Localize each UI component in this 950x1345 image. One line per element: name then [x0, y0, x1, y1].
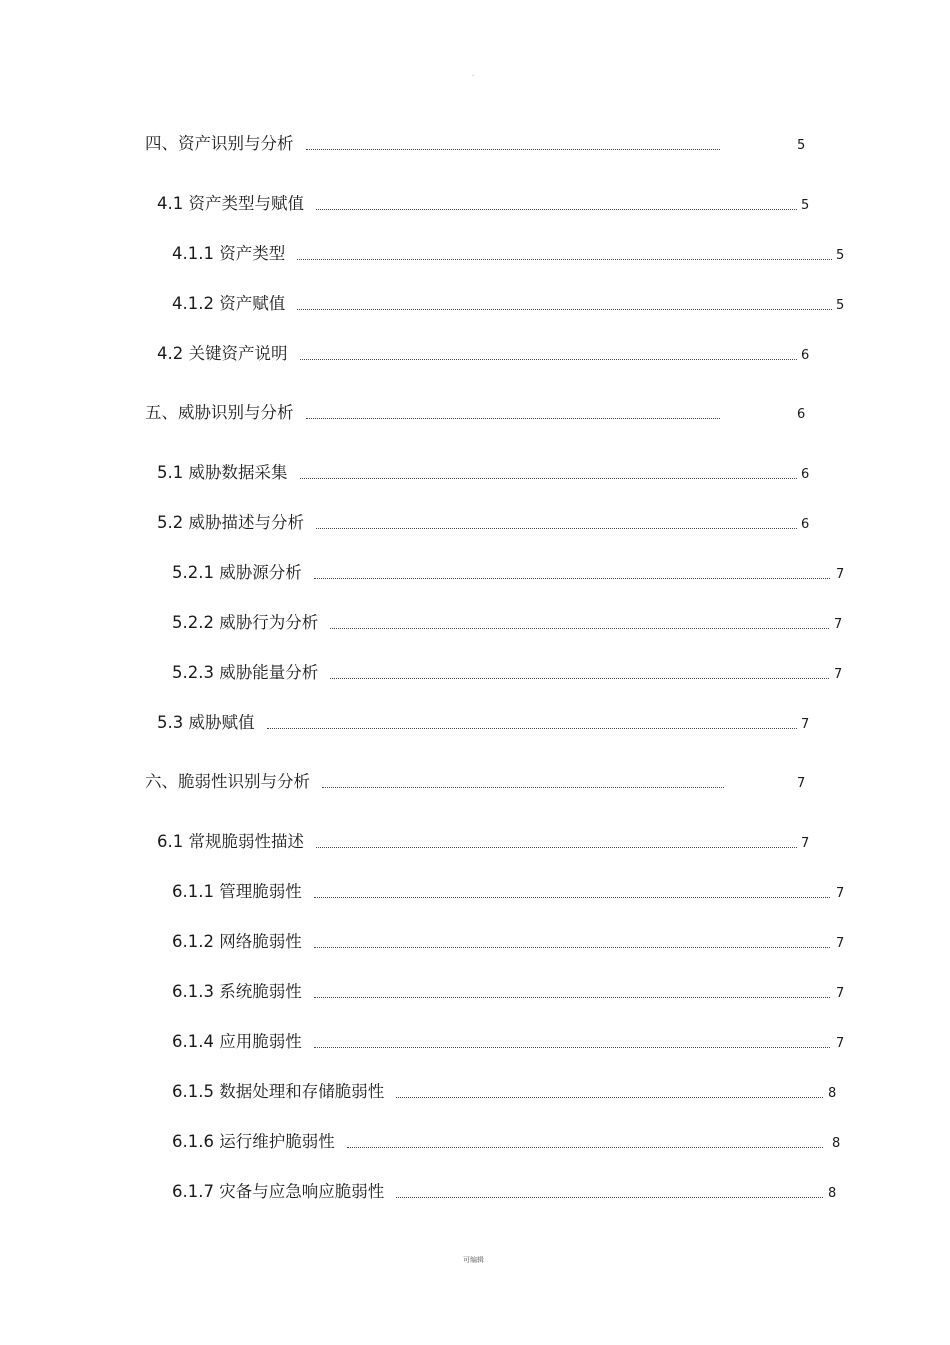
toc-entry[interactable] [145, 770, 806, 794]
toc-entry-page: 7 [836, 886, 845, 901]
toc-entry-page: 6 [801, 348, 810, 363]
toc-entry[interactable] [172, 561, 845, 585]
leader-dots [316, 185, 797, 210]
leader-dots [314, 973, 830, 998]
toc-entry-page: 5 [797, 138, 806, 153]
leader-dots [322, 763, 724, 788]
leader-dots [297, 235, 832, 260]
toc-entry-title: 6.1.4 应用脆弱性 [172, 1032, 302, 1051]
toc-entry[interactable] [157, 342, 810, 366]
leader-dots [314, 1023, 830, 1048]
toc-entry-page: 5 [801, 198, 810, 213]
toc-entry-title: 5.2.3 威胁能量分析 [172, 663, 319, 682]
leader-dots [316, 823, 797, 848]
toc-entry-title: 6.1.5 数据处理和存储脆弱性 [172, 1082, 385, 1101]
toc-entry-title: 6.1.6 运行维护脆弱性 [172, 1132, 335, 1151]
toc-entry-title: 六、脆弱性识别与分析 [145, 772, 310, 791]
toc-entry[interactable] [172, 611, 843, 635]
toc-entry-page: 7 [834, 617, 843, 632]
toc-entry[interactable] [172, 661, 843, 685]
toc-entry-title: 5.2.1 威胁源分析 [172, 563, 302, 582]
leader-dots [330, 654, 829, 679]
toc-entry-page: 6 [801, 517, 810, 532]
toc-entry[interactable] [157, 461, 810, 485]
toc-entry[interactable] [157, 830, 810, 854]
toc-entry-page: 7 [836, 567, 845, 582]
toc-entry-title: 4.1.1 资产类型 [172, 244, 286, 263]
toc-entry[interactable] [172, 1030, 845, 1054]
toc-entry-title: 4.2 关键资产说明 [157, 344, 288, 363]
toc-entry[interactable] [172, 930, 845, 954]
toc-entry[interactable] [172, 1080, 837, 1104]
toc-entry-page: 7 [836, 986, 845, 1001]
toc-entry[interactable] [157, 192, 810, 216]
toc-entry-page: 8 [832, 1136, 841, 1151]
leader-dots [300, 335, 798, 360]
toc-entry[interactable] [145, 132, 806, 156]
toc-entry-page: 7 [801, 717, 810, 732]
toc-entry[interactable] [172, 292, 845, 316]
toc-entry[interactable] [172, 1130, 841, 1154]
toc-entry-title: 四、资产识别与分析 [145, 134, 294, 153]
toc-entry-page: 8 [828, 1086, 837, 1101]
toc-entry[interactable] [172, 980, 845, 1004]
toc-entry-title: 6.1.1 管理脆弱性 [172, 882, 302, 901]
leader-dots [396, 1073, 823, 1098]
toc-entry-title: 4.1 资产类型与赋值 [157, 194, 304, 213]
toc-entry-title: 4.1.2 资产赋值 [172, 294, 286, 313]
leader-dots [300, 454, 798, 479]
leader-dots [396, 1173, 823, 1198]
toc-entry[interactable] [157, 511, 810, 535]
toc-entry-title: 6.1 常规脆弱性描述 [157, 832, 304, 851]
toc-entry-title: 5.1 威胁数据采集 [157, 463, 288, 482]
toc-entry-title: 6.1.2 网络脆弱性 [172, 932, 302, 951]
leader-dots [347, 1123, 823, 1148]
leader-dots [306, 125, 721, 150]
leader-dots [314, 873, 830, 898]
toc-entry[interactable] [172, 880, 845, 904]
toc-entry-page: 7 [836, 1036, 845, 1051]
toc-entry-title: 5.3 威胁赋值 [157, 713, 255, 732]
toc-entry-page: 6 [801, 467, 810, 482]
toc-entry-title: 6.1.3 系统脆弱性 [172, 982, 302, 1001]
toc-entry-title: 5.2.2 威胁行为分析 [172, 613, 319, 632]
leader-dots [314, 923, 830, 948]
toc-entry[interactable] [172, 242, 845, 266]
toc-entry-page: 7 [797, 776, 806, 791]
toc-entry-title: 6.1.7 灾备与应急响应脆弱性 [172, 1182, 385, 1201]
toc-entry-title: 5.2 威胁描述与分析 [157, 513, 304, 532]
toc-entry[interactable] [172, 1180, 837, 1204]
toc-entry-page: 6 [797, 407, 806, 422]
toc-entry-page: 7 [834, 667, 843, 682]
toc-entry[interactable] [157, 711, 810, 735]
header-mark: . [472, 70, 475, 78]
toc-entry-page: 5 [836, 298, 845, 313]
leader-dots [297, 285, 832, 310]
leader-dots [267, 704, 798, 729]
toc-entry-page: 7 [836, 936, 845, 951]
toc-entry-page: 5 [836, 248, 845, 263]
toc-entry-page: 7 [801, 836, 810, 851]
toc-entry[interactable] [145, 401, 806, 425]
leader-dots [314, 554, 830, 579]
leader-dots [316, 504, 797, 529]
toc-entry-title: 五、威胁识别与分析 [145, 403, 294, 422]
footer-note: 可编辑 [463, 1256, 484, 1264]
toc-entry-page: 8 [828, 1186, 837, 1201]
leader-dots [330, 604, 829, 629]
leader-dots [306, 394, 721, 419]
